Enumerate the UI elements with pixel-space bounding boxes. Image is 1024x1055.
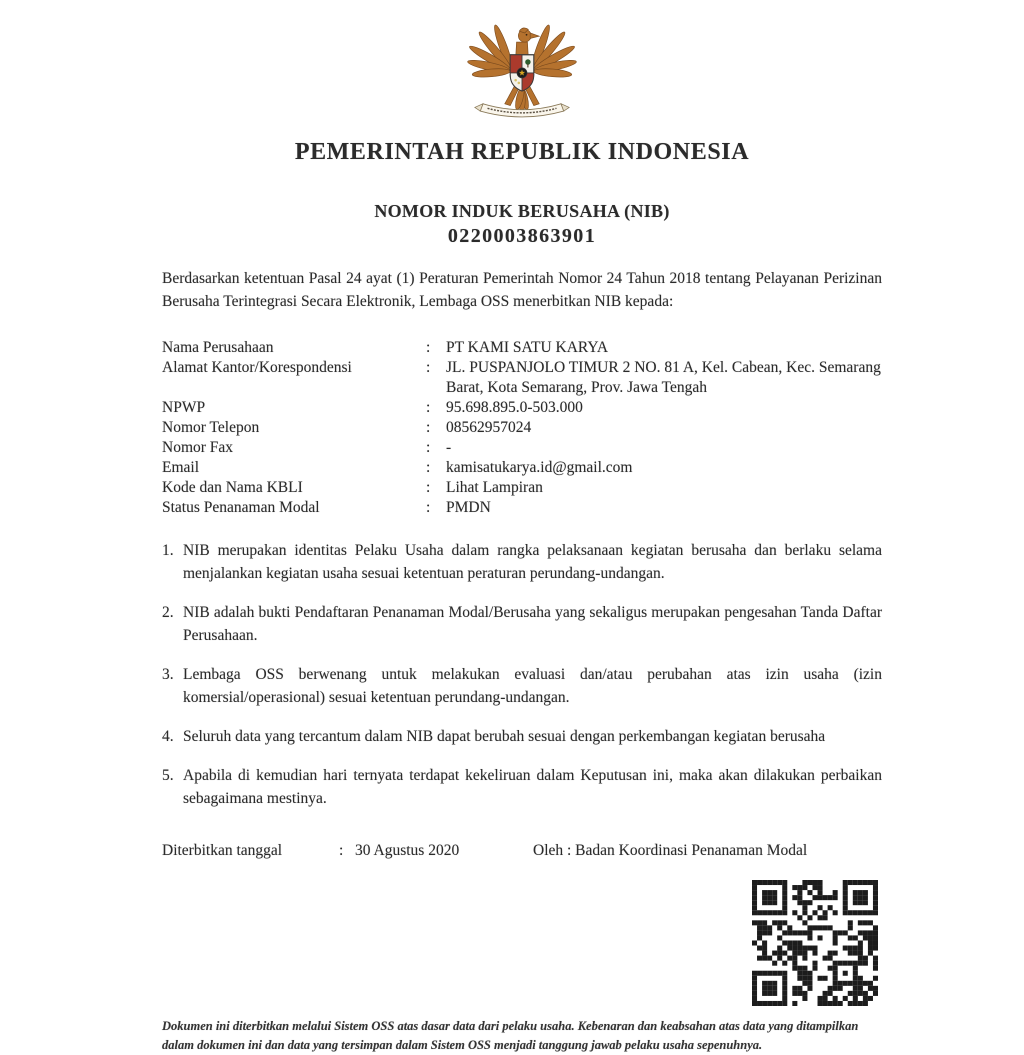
field-row-nomor-fax — [162, 438, 882, 458]
field-row-alamat — [162, 358, 882, 398]
field-row-status-penanaman-modal — [162, 498, 882, 518]
field-row-nama-perusahaan — [162, 338, 882, 358]
qr-row — [162, 880, 882, 1006]
field-colon: : — [426, 439, 431, 456]
company-fields — [162, 338, 882, 518]
field-row-npwp — [162, 398, 882, 418]
government-title: PEMERINTAH REPUBLIK INDONESIA — [294, 139, 750, 165]
field-value: PMDN — [446, 499, 491, 516]
field-value: 08562957024 — [446, 419, 532, 436]
field-label: Email — [162, 459, 200, 476]
field-colon: : — [426, 399, 431, 416]
field-colon: : — [426, 339, 431, 356]
field-value: Lihat Lampiran — [446, 479, 543, 496]
provision-item: Apabila di kemudian hari ternyata terdapat kekeliruan dalam Keputusan ini, maka akan dilakukan perbaikan sebagaimana mestinya. — [183, 767, 882, 807]
provision-item: Lembaga OSS berwenang untuk melakukan evaluasi dan/atau perubahan atas izin usaha (izin komersial/operasional) sesuai ketentuan perundang-undangan. — [183, 666, 882, 706]
field-colon: : — [426, 419, 431, 436]
field-row-kbli — [162, 478, 882, 498]
field-value: 95.698.895.0-503.000 — [446, 399, 583, 416]
field-label: Alamat Kantor/Korespondensi — [162, 359, 352, 376]
field-label: Nama Perusahaan — [162, 339, 274, 356]
document-title: NOMOR INDUK BERUSAHA (NIB) — [374, 201, 670, 221]
field-value: PT KAMI SATU KARYA — [446, 339, 609, 356]
issued-date-colon: : — [339, 842, 344, 859]
field-value: - — [446, 439, 452, 456]
field-value: JL. PUSPANJOLO TIMUR 2 NO. 81 A, Kel. Cabean, Kec. Semarang Barat, Kota Semarang, Prov. Jawa Tengah — [446, 359, 881, 396]
issuance-row — [162, 840, 882, 862]
field-label: Status Penanaman Modal — [162, 499, 320, 516]
provisions-list — [162, 539, 882, 810]
field-row-nomor-telepon — [162, 418, 882, 438]
field-label: Nomor Fax — [162, 439, 234, 456]
field-colon: : — [426, 359, 431, 376]
field-colon: : — [426, 479, 431, 496]
provision-item: Seluruh data yang tercantum dalam NIB dapat berubah sesuai dengan perkembangan kegiatan berusaha — [183, 728, 826, 745]
field-colon: : — [426, 459, 431, 476]
field-colon: : — [426, 499, 431, 516]
issued-date-label: Diterbitkan tanggal — [162, 842, 283, 859]
document-content — [162, 0, 882, 1055]
issuer-text: Oleh : Badan Koordinasi Penanaman Modal — [533, 842, 808, 859]
issued-date-value: 30 Agustus 2020 — [355, 842, 460, 859]
field-label: Kode dan Nama KBLI — [162, 479, 303, 496]
nib-number: 0220003863901 — [447, 225, 597, 247]
field-label: Nomor Telepon — [162, 419, 260, 436]
field-label: NPWP — [162, 399, 206, 416]
intro-paragraph: Berdasarkan ketentuan Pasal 24 ayat (1) Peraturan Pemerintah Nomor 24 Tahun 2018 tentang Pelayanan Perizinan Berusaha Terintegrasi Secara Elektronik, Lembaga OSS menerbitkan NIB kepada: — [162, 270, 882, 310]
garuda-icon — [463, 20, 581, 124]
qr-code — [752, 880, 878, 1006]
field-value: kamisatukarya.id@gmail.com — [446, 459, 633, 476]
provision-item: NIB merupakan identitas Pelaku Usaha dalam rangka pelaksanaan kegiatan berusaha dan berlaku selama menjalankan kegiatan usaha sesuai ketentuan peraturan perundang-undangan. — [183, 542, 882, 582]
garuda-pancasila-emblem — [162, 20, 882, 124]
field-row-email — [162, 458, 882, 478]
footer-disclaimer: Dokumen ini diterbitkan melalui Sistem OSS atas dasar data dari pelaku usaha. Kebenaran dan keabsahan atas data yang ditampilkan dalam dokumen ini dan data yang tersimpan dalam Sistem OSS menjadi tanggung jawab pelaku usaha sepenuhnya. — [162, 1019, 859, 1052]
provision-item: NIB adalah bukti Pendaftaran Penanaman Modal/Berusaha yang sekaligus merupakan pengesahan Tanda Daftar Perusahaan. — [183, 604, 882, 644]
